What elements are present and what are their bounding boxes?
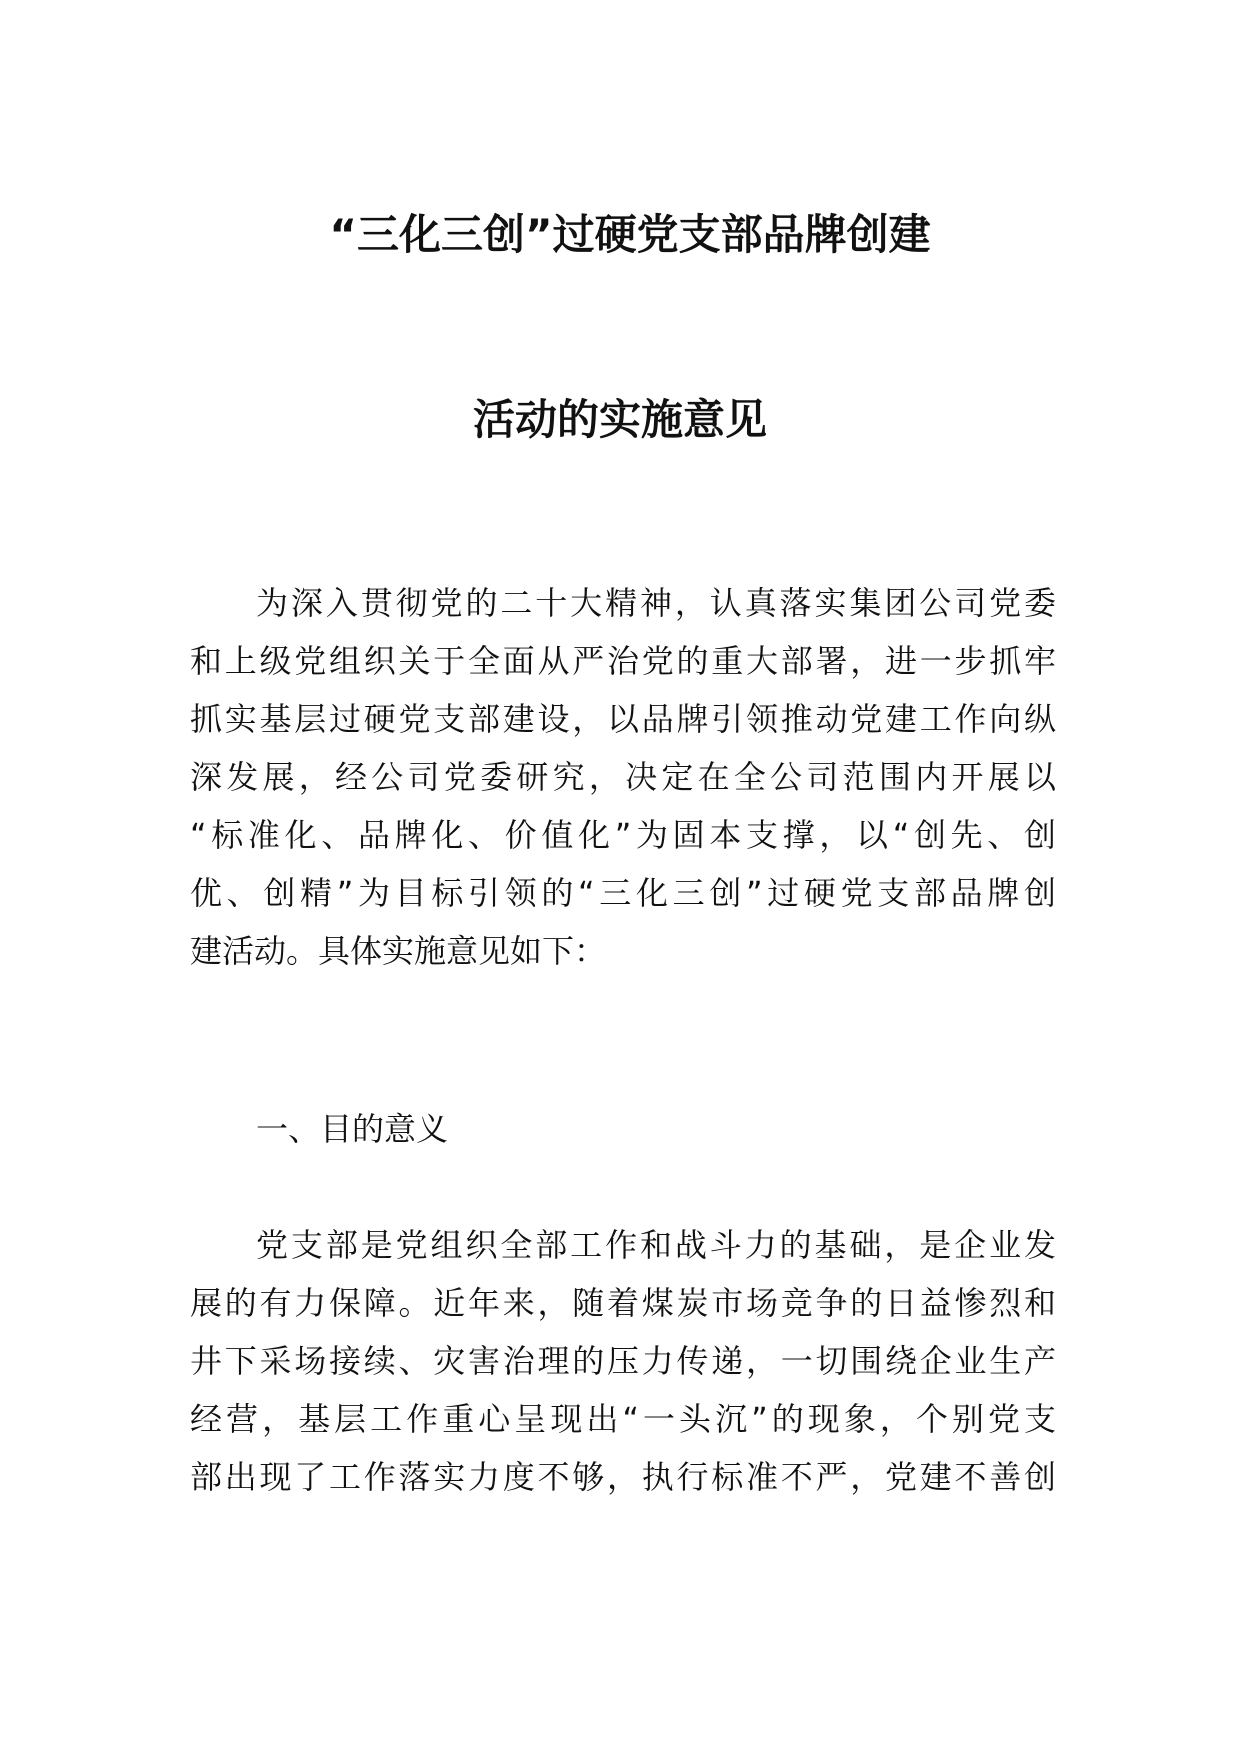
- section-heading: 一、目的意义: [256, 1110, 449, 1148]
- intro-paragraph: [190, 574, 1056, 980]
- paragraph-line: 井下采场接续、灾害治理的压力传递，一切围绕企业生产: [190, 1342, 1056, 1380]
- paragraph-line: 和上级党组织关于全面从严治党的重大部署，进一步抓牢: [190, 642, 1056, 680]
- paragraph-line: “标准化、品牌化、价值化”为固本支撑，以“创先、创: [190, 816, 1056, 854]
- paragraph-line: 党支部是党组织全部工作和战斗力的基础，是企业发: [256, 1226, 1056, 1264]
- paragraph-line: 部出现了工作落实力度不够，执行标准不严，党建不善创: [190, 1458, 1056, 1496]
- section-paragraph: [190, 1216, 1056, 1506]
- paragraph-line: 优、创精”为目标引领的“三化三创”过硬党支部品牌创: [190, 874, 1056, 912]
- paragraph-line: 深发展，经公司党委研究，决定在全公司范围内开展以: [190, 758, 1056, 796]
- document-title-line-1: “三化三创”过硬党支部品牌创建: [329, 210, 931, 259]
- paragraph-line: 建活动。具体实施意见如下：: [190, 932, 607, 970]
- paragraph-line: 经营，基层工作重心呈现出“一头沉”的现象，个别党支: [190, 1400, 1056, 1438]
- document-title-line-2: 活动的实施意见: [472, 395, 767, 444]
- paragraph-line: 展的有力保障。近年来，随着煤炭市场竞争的日益惨烈和: [190, 1284, 1056, 1322]
- paragraph-line: 抓实基层过硬党支部建设，以品牌引领推动党建工作向纵: [190, 700, 1056, 738]
- paragraph-line: 为深入贯彻党的二十大精神，认真落实集团公司党委: [256, 584, 1056, 622]
